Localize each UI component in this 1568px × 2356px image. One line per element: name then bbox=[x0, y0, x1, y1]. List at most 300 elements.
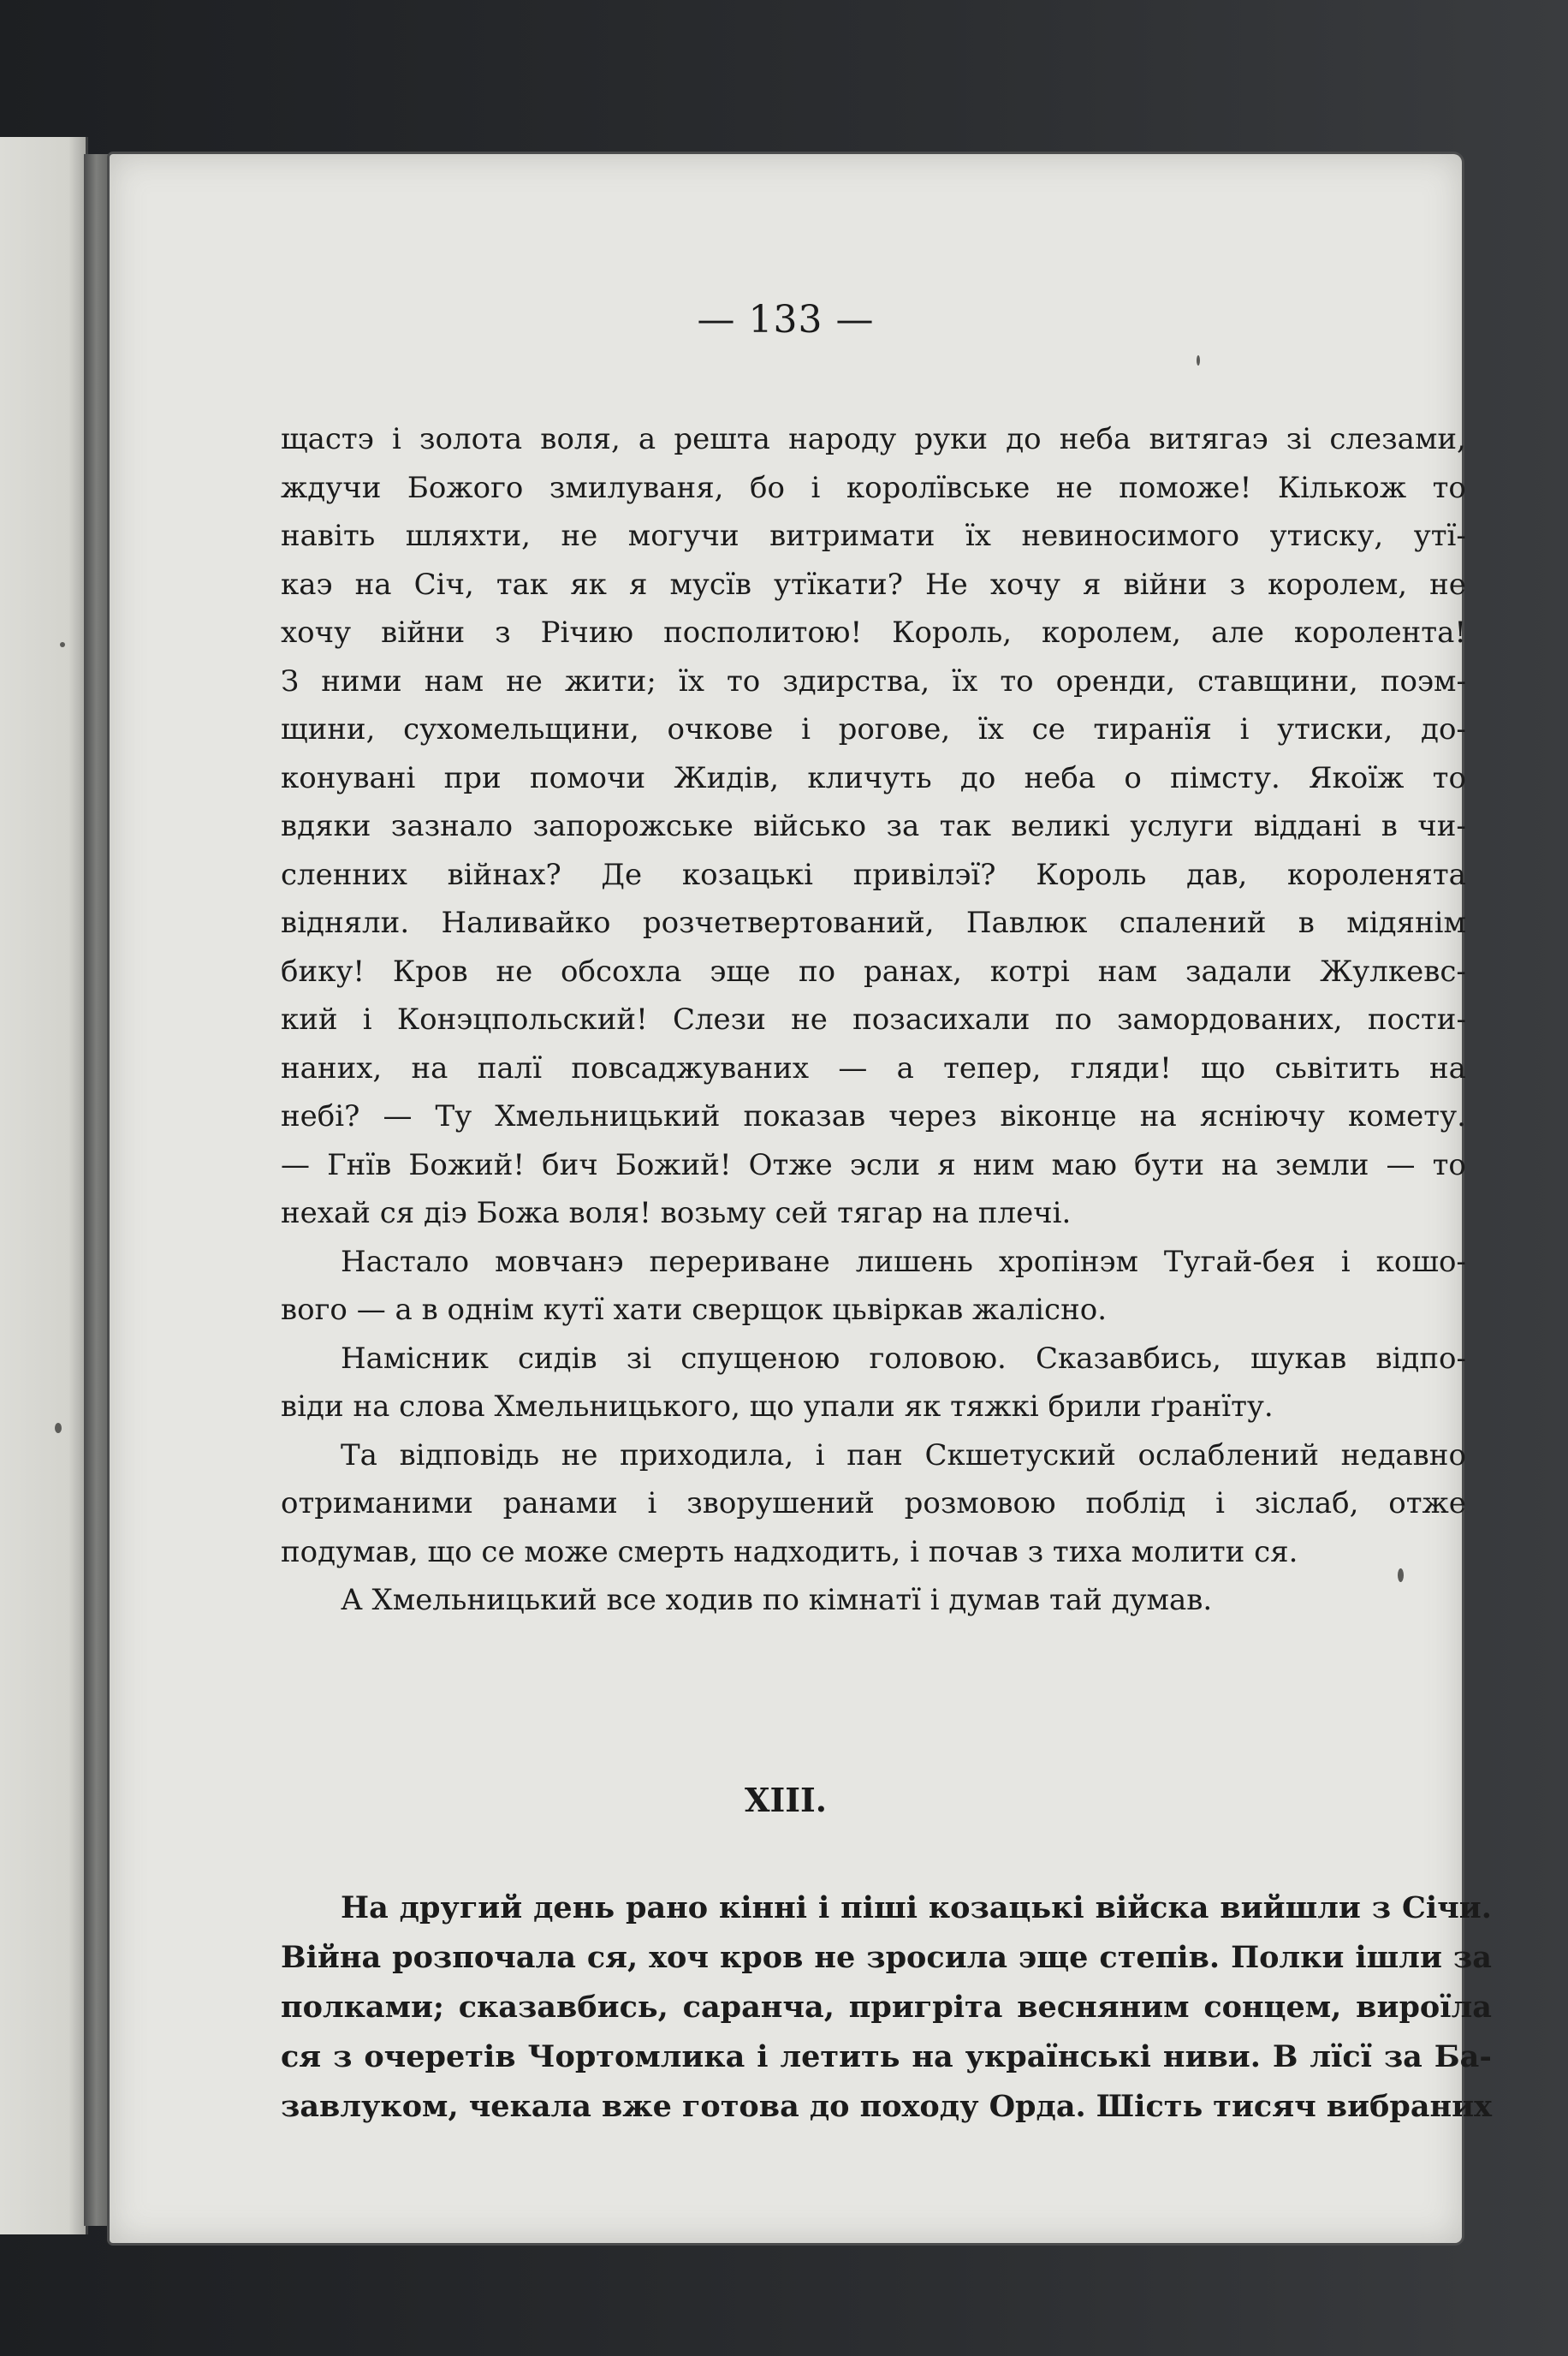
word: зазнало bbox=[390, 809, 514, 843]
word: поблід bbox=[1085, 1486, 1186, 1520]
word: їх bbox=[965, 519, 991, 553]
word: сидів bbox=[517, 1341, 597, 1376]
word: ішли bbox=[1355, 1940, 1442, 1975]
word: Наливайко bbox=[441, 906, 611, 940]
word: що bbox=[1201, 1050, 1246, 1086]
word: через bbox=[888, 1099, 977, 1133]
word: ослаблений bbox=[1137, 1437, 1320, 1472]
book-page bbox=[110, 154, 1492, 2243]
word: і bbox=[647, 1486, 657, 1520]
word: змилуваня, bbox=[549, 470, 724, 505]
word: З bbox=[281, 663, 300, 699]
word: Орда. bbox=[989, 2089, 1086, 2124]
text-line bbox=[281, 1141, 1466, 1190]
word: шляхти, bbox=[405, 519, 531, 553]
word: Павлюк bbox=[965, 906, 1088, 940]
paragraph-2 bbox=[281, 1238, 1466, 1335]
word: готова bbox=[681, 2089, 799, 2124]
text-line bbox=[281, 1479, 1466, 1528]
word: Божий! bbox=[408, 1147, 526, 1182]
word: На bbox=[341, 1890, 389, 1925]
word: не bbox=[1055, 470, 1093, 505]
word: козацькі bbox=[681, 857, 813, 892]
text-line bbox=[281, 899, 1466, 948]
word: українські bbox=[965, 2039, 1151, 2074]
word: сленних bbox=[281, 857, 407, 892]
word: се bbox=[1031, 712, 1066, 747]
word: Де bbox=[601, 857, 643, 892]
word: рано bbox=[625, 1890, 709, 1925]
word: і bbox=[815, 1437, 825, 1472]
word: очеретів bbox=[364, 2039, 516, 2074]
word: пости- bbox=[1367, 1002, 1466, 1037]
word: то bbox=[726, 663, 761, 699]
word: щини, bbox=[281, 712, 376, 747]
word: хочу bbox=[281, 616, 352, 650]
word: позасихали bbox=[852, 1002, 1030, 1037]
word: Війна bbox=[281, 1940, 382, 1975]
word: по bbox=[798, 954, 836, 989]
word: зросила bbox=[866, 1940, 1008, 1975]
ink-speck bbox=[1398, 1568, 1404, 1582]
text-line bbox=[281, 754, 1466, 803]
word: в bbox=[1298, 906, 1315, 940]
word: з bbox=[495, 616, 511, 650]
word: вже bbox=[601, 2089, 672, 2124]
word: степів. bbox=[1099, 1940, 1221, 1975]
paragraph-1 bbox=[281, 415, 1466, 1238]
word: гляди! bbox=[1070, 1050, 1172, 1086]
word: лїсї bbox=[1310, 2039, 1372, 2074]
word: кінні bbox=[718, 1890, 808, 1925]
word: завлуком, bbox=[281, 2089, 459, 2124]
word: Намісник bbox=[341, 1341, 489, 1376]
word: на bbox=[1428, 1050, 1466, 1086]
word: не bbox=[496, 954, 533, 989]
word: зі bbox=[1286, 422, 1312, 456]
word: неба bbox=[1024, 760, 1096, 795]
word: Сказавбись, bbox=[1035, 1341, 1221, 1376]
word: ждучи bbox=[281, 470, 382, 505]
word: чи- bbox=[1417, 809, 1466, 843]
word: не bbox=[814, 1940, 856, 1975]
word: весняним bbox=[1017, 1990, 1190, 2025]
word: вироїла bbox=[1356, 1990, 1492, 2025]
word: кошо- bbox=[1375, 1244, 1466, 1279]
text-line bbox=[281, 851, 1466, 900]
word: — bbox=[838, 1050, 868, 1086]
word: маю bbox=[1051, 1147, 1117, 1182]
word: на bbox=[1139, 1099, 1177, 1133]
word: эще bbox=[710, 954, 771, 989]
word: за bbox=[886, 809, 920, 843]
word: — bbox=[1386, 1147, 1416, 1182]
word: каэ bbox=[281, 567, 333, 602]
word: полками; bbox=[281, 1990, 444, 2025]
word: дав, bbox=[1186, 857, 1248, 892]
word: — bbox=[281, 1147, 310, 1182]
text-line: А Хмельницький все ходив по кімнатї і думав тай думав. bbox=[341, 1583, 1213, 1617]
word: о bbox=[1124, 760, 1142, 795]
text-line bbox=[281, 1983, 1492, 2032]
word: великі bbox=[1011, 809, 1110, 843]
word: короленята bbox=[1287, 857, 1466, 892]
word: услуги bbox=[1130, 809, 1234, 843]
word: з bbox=[333, 2039, 353, 2074]
word: при bbox=[443, 760, 502, 795]
word: недавно bbox=[1340, 1437, 1466, 1472]
word: ниви. bbox=[1162, 2039, 1261, 2074]
text-line bbox=[281, 1092, 1466, 1141]
text-line bbox=[281, 609, 1466, 657]
word: комету. bbox=[1348, 1099, 1466, 1133]
word: Січи. bbox=[1401, 1890, 1492, 1925]
word: помочи bbox=[529, 760, 646, 795]
word: військо bbox=[753, 809, 867, 843]
word: королем, bbox=[1268, 567, 1408, 602]
word: палї bbox=[477, 1050, 543, 1086]
word: утїкати? bbox=[774, 567, 903, 602]
word: з bbox=[1229, 567, 1246, 602]
word: і bbox=[817, 1890, 830, 1925]
word: віддані bbox=[1253, 809, 1362, 843]
word: кличуть bbox=[807, 760, 932, 795]
word: Настало bbox=[341, 1244, 470, 1279]
word: до bbox=[1006, 422, 1042, 456]
word: Тугай-бея bbox=[1163, 1244, 1316, 1279]
word: кий bbox=[281, 1002, 338, 1037]
word: рогове, bbox=[838, 712, 951, 747]
word: привілэї? bbox=[852, 857, 996, 892]
word: Слези bbox=[672, 1002, 766, 1037]
word: віконце bbox=[1000, 1099, 1117, 1133]
text-line bbox=[281, 2032, 1492, 2082]
word: і bbox=[801, 712, 811, 747]
word: не bbox=[791, 1002, 828, 1037]
word: сухомельщини, bbox=[403, 712, 639, 747]
word: то bbox=[1432, 760, 1466, 795]
word: як bbox=[570, 567, 607, 602]
word: лишень bbox=[855, 1244, 973, 1279]
word: на bbox=[354, 567, 392, 602]
word: нам bbox=[1097, 954, 1158, 989]
text-line bbox=[281, 802, 1466, 851]
word: їх bbox=[678, 663, 704, 699]
word: війнах? bbox=[447, 857, 561, 892]
word: витримати bbox=[769, 519, 935, 553]
word: бич bbox=[542, 1147, 598, 1182]
word: походу bbox=[859, 2089, 979, 2124]
word: Не bbox=[925, 567, 968, 602]
word: головою. bbox=[869, 1341, 1007, 1376]
word: але bbox=[1210, 616, 1264, 650]
word: воля, bbox=[540, 422, 621, 456]
word: Шість bbox=[1096, 2089, 1203, 2124]
word: бо bbox=[750, 470, 785, 505]
word: сьвітить bbox=[1274, 1050, 1400, 1086]
word: в bbox=[1381, 809, 1398, 843]
word: Скшетуский bbox=[924, 1437, 1116, 1472]
word: Ту bbox=[435, 1099, 472, 1133]
text-line bbox=[281, 1238, 1466, 1287]
word: Кров bbox=[392, 954, 468, 989]
word: Конэцпольский! bbox=[396, 1002, 648, 1037]
word: ся, bbox=[586, 1940, 638, 1975]
word: зі bbox=[626, 1341, 652, 1376]
word: Отже bbox=[748, 1147, 833, 1182]
word: хропінэм bbox=[998, 1244, 1138, 1279]
word: відпо- bbox=[1375, 1341, 1466, 1376]
word: В bbox=[1272, 2039, 1298, 2074]
text-line: вого — а в однім кутї хати сверщок цьвіркав жалісно. bbox=[281, 1293, 1108, 1327]
ink-speck bbox=[55, 1423, 62, 1433]
word: хоч bbox=[649, 1940, 710, 1975]
word: я bbox=[1083, 567, 1102, 602]
text-line bbox=[281, 1883, 1492, 1933]
word: то bbox=[1000, 663, 1034, 699]
text-line bbox=[281, 561, 1466, 610]
word: розчетвертований, bbox=[642, 906, 935, 940]
word: обсохла bbox=[561, 954, 682, 989]
word: поэм- bbox=[1380, 663, 1466, 699]
word: неба bbox=[1059, 422, 1131, 456]
word: Січ, bbox=[413, 567, 474, 602]
word: так bbox=[496, 567, 549, 602]
word: летить bbox=[780, 2039, 900, 2074]
word: за bbox=[1383, 2039, 1422, 2074]
word: а bbox=[896, 1050, 914, 1086]
word: я bbox=[937, 1147, 956, 1182]
word: вибраних bbox=[1326, 2089, 1492, 2124]
word: з bbox=[1371, 1890, 1392, 1925]
text-line bbox=[281, 996, 1466, 1044]
word: ранами bbox=[502, 1486, 618, 1520]
word: на bbox=[411, 1050, 448, 1086]
word: Жулкевс- bbox=[1320, 954, 1466, 989]
word: показав bbox=[743, 1099, 866, 1133]
word: зворушений bbox=[686, 1486, 875, 1520]
word: витягаэ bbox=[1149, 422, 1268, 456]
word: замордованих, bbox=[1117, 1002, 1343, 1037]
word: запорожське bbox=[532, 809, 734, 843]
word: навіть bbox=[281, 519, 376, 553]
word: хочу bbox=[989, 567, 1060, 602]
word: війни bbox=[1123, 567, 1208, 602]
word: оренди, bbox=[1055, 663, 1176, 699]
word: вдяки bbox=[281, 809, 371, 843]
word: очкове bbox=[667, 712, 774, 747]
word: за bbox=[1452, 1940, 1492, 1975]
word: до bbox=[809, 2089, 850, 2124]
word: мовчанэ bbox=[495, 1244, 624, 1279]
word: повсаджуваних bbox=[571, 1050, 810, 1086]
text-line bbox=[281, 1431, 1466, 1480]
word: ним bbox=[972, 1147, 1035, 1182]
word: і bbox=[1239, 712, 1250, 747]
word: ними bbox=[321, 663, 402, 699]
word: Король bbox=[1036, 857, 1147, 892]
word: утї- bbox=[1413, 519, 1466, 553]
word: козацькі bbox=[928, 1890, 1084, 1925]
word: королента! bbox=[1293, 616, 1466, 650]
word: пан bbox=[846, 1437, 903, 1472]
word: кров bbox=[720, 1940, 804, 1975]
page-number: — 133 — bbox=[697, 298, 875, 342]
word: сказавбись, bbox=[458, 1990, 668, 2025]
word: на bbox=[912, 2039, 953, 2074]
word: поможе! bbox=[1119, 470, 1252, 505]
word: посполитою! bbox=[663, 616, 863, 650]
word: отже bbox=[1388, 1486, 1466, 1520]
word: відповідь bbox=[399, 1437, 540, 1472]
word: щастэ bbox=[281, 422, 374, 456]
word: мусїв bbox=[669, 567, 751, 602]
word: їх bbox=[952, 663, 978, 699]
text-line bbox=[281, 948, 1466, 997]
word: не bbox=[561, 519, 598, 553]
word: день bbox=[533, 1890, 615, 1925]
word: слезами, bbox=[1329, 422, 1466, 456]
word: не bbox=[1429, 567, 1466, 602]
word: тиранїя bbox=[1093, 712, 1212, 747]
text-line: нехай ся діэ Божа воля! возьму сей тягар на плечі. bbox=[281, 1196, 1072, 1230]
word: народу bbox=[788, 422, 897, 456]
word: то bbox=[1432, 470, 1466, 505]
word: Божий! bbox=[615, 1147, 732, 1182]
word: відняли. bbox=[281, 906, 410, 940]
word: золота bbox=[419, 422, 523, 456]
word: Хмельницький bbox=[495, 1099, 721, 1133]
word: бути bbox=[1134, 1147, 1204, 1182]
word: эще bbox=[1019, 1940, 1089, 1975]
word: Та bbox=[341, 1437, 377, 1472]
word: то bbox=[1432, 1147, 1466, 1182]
word: Божого bbox=[407, 470, 524, 505]
word: утиску, bbox=[1269, 519, 1384, 553]
word: піші bbox=[840, 1890, 918, 1925]
word: Якоїж bbox=[1309, 760, 1405, 795]
word: королем, bbox=[1042, 616, 1181, 650]
word: і bbox=[811, 470, 821, 505]
ink-speck bbox=[60, 642, 65, 647]
word: другий bbox=[399, 1890, 523, 1925]
word: решта bbox=[674, 422, 770, 456]
word: котрі bbox=[989, 954, 1070, 989]
word: приходила, bbox=[620, 1437, 794, 1472]
word: ранах, bbox=[863, 954, 962, 989]
word: тисяч bbox=[1213, 2089, 1316, 2124]
word: Кількож bbox=[1277, 470, 1407, 505]
word: сонцем, bbox=[1203, 1990, 1342, 2025]
text-line bbox=[281, 464, 1466, 513]
word: пригріта bbox=[848, 1990, 1003, 2025]
word: Полки bbox=[1231, 1940, 1345, 1975]
word: війска bbox=[1095, 1890, 1209, 1925]
word: так bbox=[939, 809, 991, 843]
text-line bbox=[281, 1933, 1492, 1983]
word: жити; bbox=[564, 663, 656, 699]
word: могучи bbox=[627, 519, 739, 553]
left-page-edge bbox=[0, 137, 88, 2234]
word: розпочала bbox=[392, 1940, 576, 1975]
word: і bbox=[1215, 1486, 1226, 1520]
word: і bbox=[362, 1002, 372, 1037]
word: конувані bbox=[281, 760, 416, 795]
word: ставщини, bbox=[1197, 663, 1358, 699]
word: тепер, bbox=[943, 1050, 1042, 1086]
word: отриманими bbox=[281, 1486, 473, 1520]
body-text bbox=[281, 415, 1466, 1625]
paragraph-5 bbox=[281, 1576, 1466, 1625]
text-line: подумав, що се може смерть надходить, і почав з тиха молити ся. bbox=[281, 1534, 1298, 1569]
word: мідянім bbox=[1346, 906, 1466, 940]
word: ся bbox=[281, 2039, 322, 2074]
word: Жидів, bbox=[674, 760, 780, 795]
word: по bbox=[1054, 1002, 1092, 1037]
text-line bbox=[281, 415, 1466, 464]
word: не bbox=[561, 1437, 598, 1472]
word: я bbox=[628, 567, 648, 602]
word: королївське bbox=[846, 470, 1030, 505]
word: Ба- bbox=[1434, 2039, 1492, 2074]
word: утиски, bbox=[1277, 712, 1393, 747]
word: бику! bbox=[281, 954, 365, 989]
word: эсли bbox=[849, 1147, 921, 1182]
word: і bbox=[1340, 1244, 1351, 1279]
chapter-heading: XIII. bbox=[744, 1781, 828, 1819]
word: — bbox=[383, 1099, 413, 1133]
word: не bbox=[506, 663, 543, 699]
word: саранча, bbox=[682, 1990, 834, 2025]
word: Гнїв bbox=[327, 1147, 392, 1182]
paragraph-4 bbox=[281, 1431, 1466, 1577]
word: земли bbox=[1275, 1147, 1369, 1182]
word: Король, bbox=[892, 616, 1013, 650]
text-line: віди на слова Хмельницького, що упали як тяжкі брили ґранїту. bbox=[281, 1389, 1274, 1424]
word: шукав bbox=[1250, 1341, 1347, 1376]
word: здирства, bbox=[782, 663, 930, 699]
text-line bbox=[281, 705, 1466, 754]
word: спущеною bbox=[680, 1341, 840, 1376]
paragraph-3 bbox=[281, 1335, 1466, 1431]
word: чекала bbox=[468, 2089, 591, 2124]
word: вийшли bbox=[1220, 1890, 1361, 1925]
ink-speck bbox=[1197, 355, 1200, 366]
word: а bbox=[638, 422, 656, 456]
word: небі? bbox=[281, 1099, 360, 1133]
word: наних, bbox=[281, 1050, 383, 1086]
word: Чортомлика bbox=[527, 2039, 745, 2074]
word: Річию bbox=[540, 616, 634, 650]
text-line bbox=[281, 2082, 1492, 2132]
word: перериване bbox=[649, 1244, 830, 1279]
word: задали bbox=[1185, 954, 1292, 989]
word: і bbox=[391, 422, 401, 456]
word: до- bbox=[1421, 712, 1466, 747]
word: руки bbox=[914, 422, 989, 456]
word: розмовою bbox=[904, 1486, 1056, 1520]
word: зіслаб, bbox=[1254, 1486, 1359, 1520]
chapter-text bbox=[281, 1883, 1492, 2132]
text-line bbox=[281, 1044, 1466, 1093]
word: на bbox=[1221, 1147, 1258, 1182]
word: до bbox=[959, 760, 996, 795]
text-line bbox=[281, 657, 1466, 706]
word: і bbox=[757, 2039, 769, 2074]
text-line bbox=[281, 512, 1466, 561]
word: їх bbox=[977, 712, 1004, 747]
word: невиносимого bbox=[1021, 519, 1240, 553]
